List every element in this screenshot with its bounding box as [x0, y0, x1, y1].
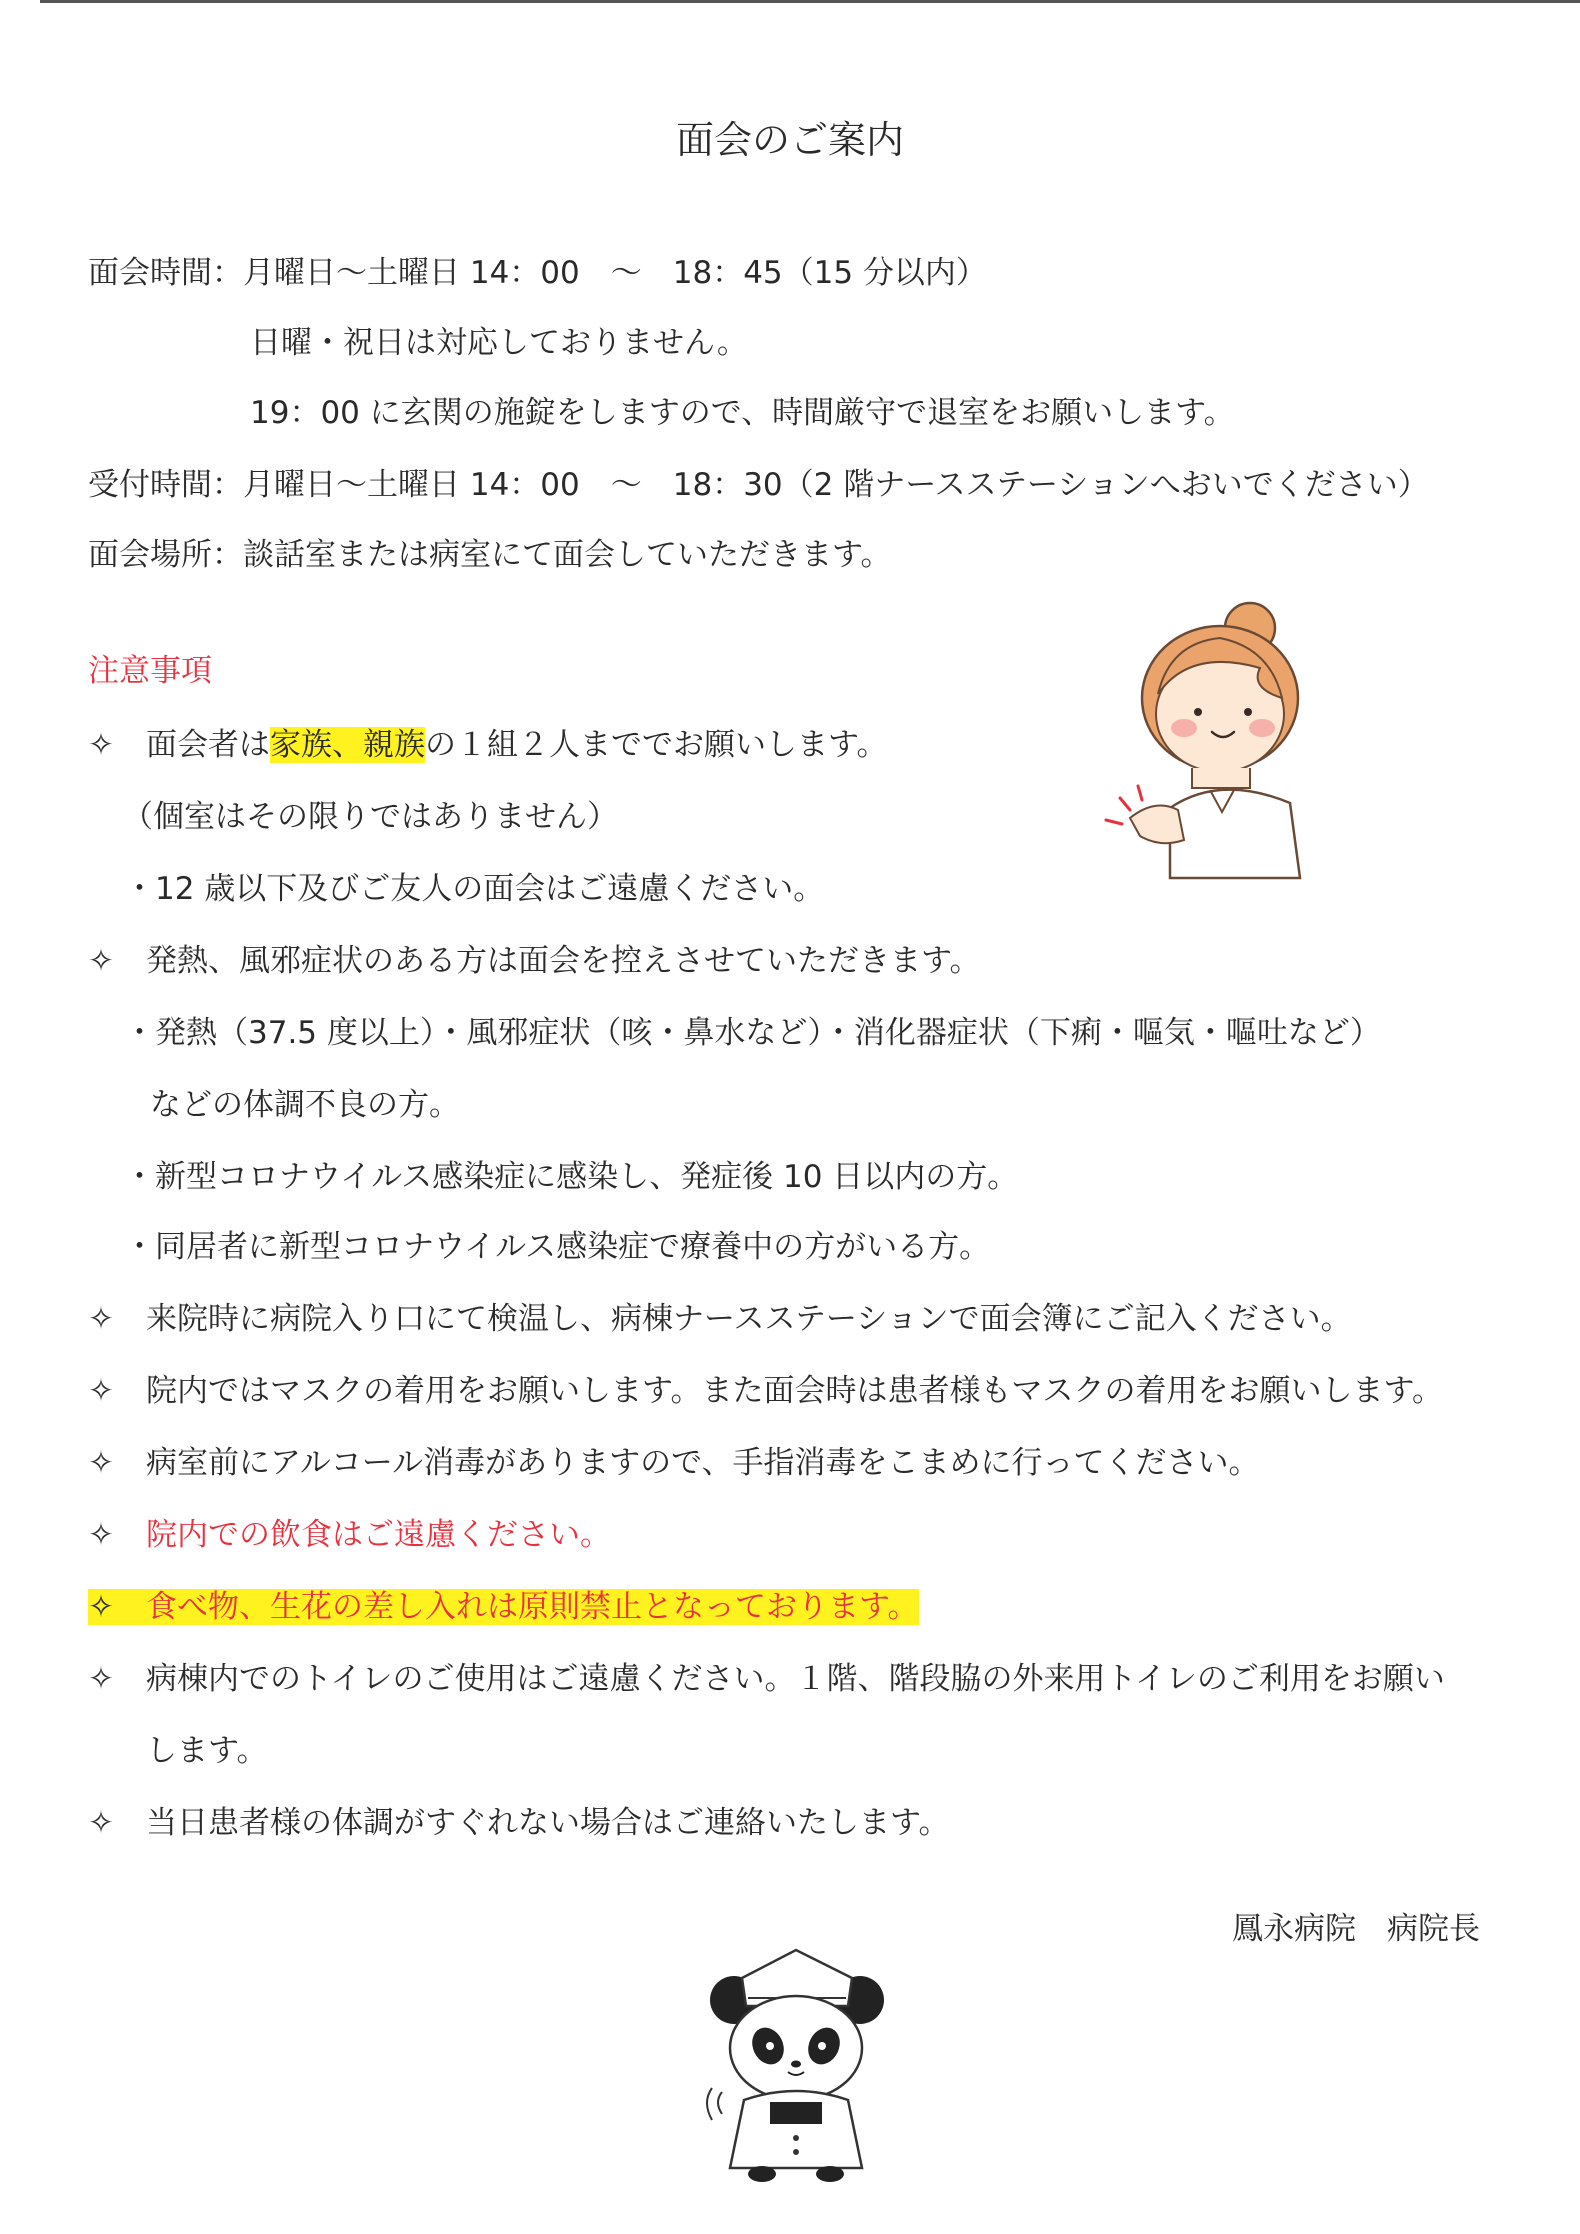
- note-item-5: [88, 1440, 1260, 1486]
- visit-hours-note-2: 19：00 に玄関の施錠をしますので、時間厳守で退室をお願いします。: [250, 395, 1235, 431]
- sparkle-bullet-icon: ✧: [88, 1661, 114, 1697]
- note-item-3-text: 来院時に病院入り口にて検温し、病棟ナースステーションで面会簿にご記入ください。: [146, 1301, 1352, 1337]
- note-item-2: [88, 938, 981, 984]
- note-item-6-text: 院内での飲食はご遠慮ください。: [146, 1517, 611, 1553]
- sparkle-bullet-icon: ✧: [88, 943, 114, 979]
- note-item-5-text: 病室前にアルコール消毒がありますので、手指消毒をこまめに行ってください。: [146, 1445, 1260, 1481]
- note-item-2-sub-1-cont: などの体調不良の方。: [150, 1087, 460, 1123]
- visit-place: 面会場所：談話室または病室にて面会していただきます。: [88, 537, 892, 573]
- sparkle-bullet-icon: ✧: [88, 727, 114, 763]
- nurse-panda-illustration: [692, 1942, 900, 2182]
- note-item-1: [88, 722, 888, 768]
- note-item-2-sub-3: ・同居者に新型コロナウイルス感染症で療養中の方がいる方。: [124, 1229, 991, 1265]
- note-item-2-sub-1: ・発熱（37.5 度以上）・風邪症状（咳・鼻水など）・消化器症状（下痢・嘔気・嘔吐など）: [124, 1015, 1381, 1051]
- nurse-girl-illustration: [1100, 598, 1330, 898]
- sparkle-bullet-icon: ✧: [88, 1589, 114, 1625]
- sparkle-bullet-icon: ✧: [88, 1517, 114, 1553]
- signature: 鳳永病院 病院長: [1232, 1911, 1480, 1947]
- note-item-1-after: の１組２人まででお願いします。: [425, 727, 888, 763]
- note-item-9: [88, 1800, 950, 1846]
- page-title: 面会のご案内: [675, 118, 904, 162]
- visit-hours: 面会時間：月曜日～土曜日 14：00 ～ 18：45（15 分以内）: [88, 255, 987, 291]
- sparkle-bullet-icon: ✧: [88, 1373, 114, 1409]
- scan-top-edge: [40, 0, 1580, 3]
- note-item-6: [88, 1512, 611, 1558]
- note-item-9-text: 当日患者様の体調がすぐれない場合はご連絡いたします。: [146, 1805, 950, 1841]
- note-item-2-text: 発熱、風邪症状のある方は面会を控えさせていただきます。: [146, 943, 981, 979]
- note-item-4: [88, 1368, 1443, 1414]
- note-item-1-before: 面会者は: [146, 727, 270, 763]
- reception-hours: 受付時間：月曜日～土曜日 14：00 ～ 18：30（2 階ナースステーションへおいでください）: [88, 467, 1429, 503]
- note-item-8-text: 病棟内でのトイレのご使用はご遠慮ください。１階、階段脇の外来用トイレのご利用をお願い: [146, 1661, 1445, 1697]
- sparkle-bullet-icon: ✧: [88, 1445, 114, 1481]
- sparkle-bullet-icon: ✧: [88, 1805, 114, 1841]
- note-item-8-cont: します。: [146, 1733, 268, 1769]
- visit-hours-note-1: 日曜・祝日は対応しておりません。: [250, 325, 748, 361]
- note-item-1-sub: ・12 歳以下及びご友人の面会はご遠慮ください。: [124, 871, 825, 907]
- note-item-1-highlight: 家族、親族: [270, 727, 425, 763]
- note-item-3: [88, 1296, 1352, 1342]
- note-item-8: [88, 1656, 1445, 1702]
- note-item-4-text: 院内ではマスクの着用をお願いします。また面会時は患者様もマスクの着用をお願いします。: [146, 1373, 1444, 1409]
- note-item-7-text: 食べ物、生花の差し入れは原則禁止となっております。: [146, 1589, 919, 1625]
- notes-heading: 注意事項: [88, 653, 212, 689]
- note-item-2-sub-2: ・新型コロナウイルス感染症に感染し、発症後 10 日以内の方。: [124, 1159, 1019, 1195]
- note-item-7: [88, 1584, 919, 1630]
- sparkle-bullet-icon: ✧: [88, 1301, 114, 1337]
- note-item-1-paren: （個室はその限りではありません）: [122, 799, 618, 835]
